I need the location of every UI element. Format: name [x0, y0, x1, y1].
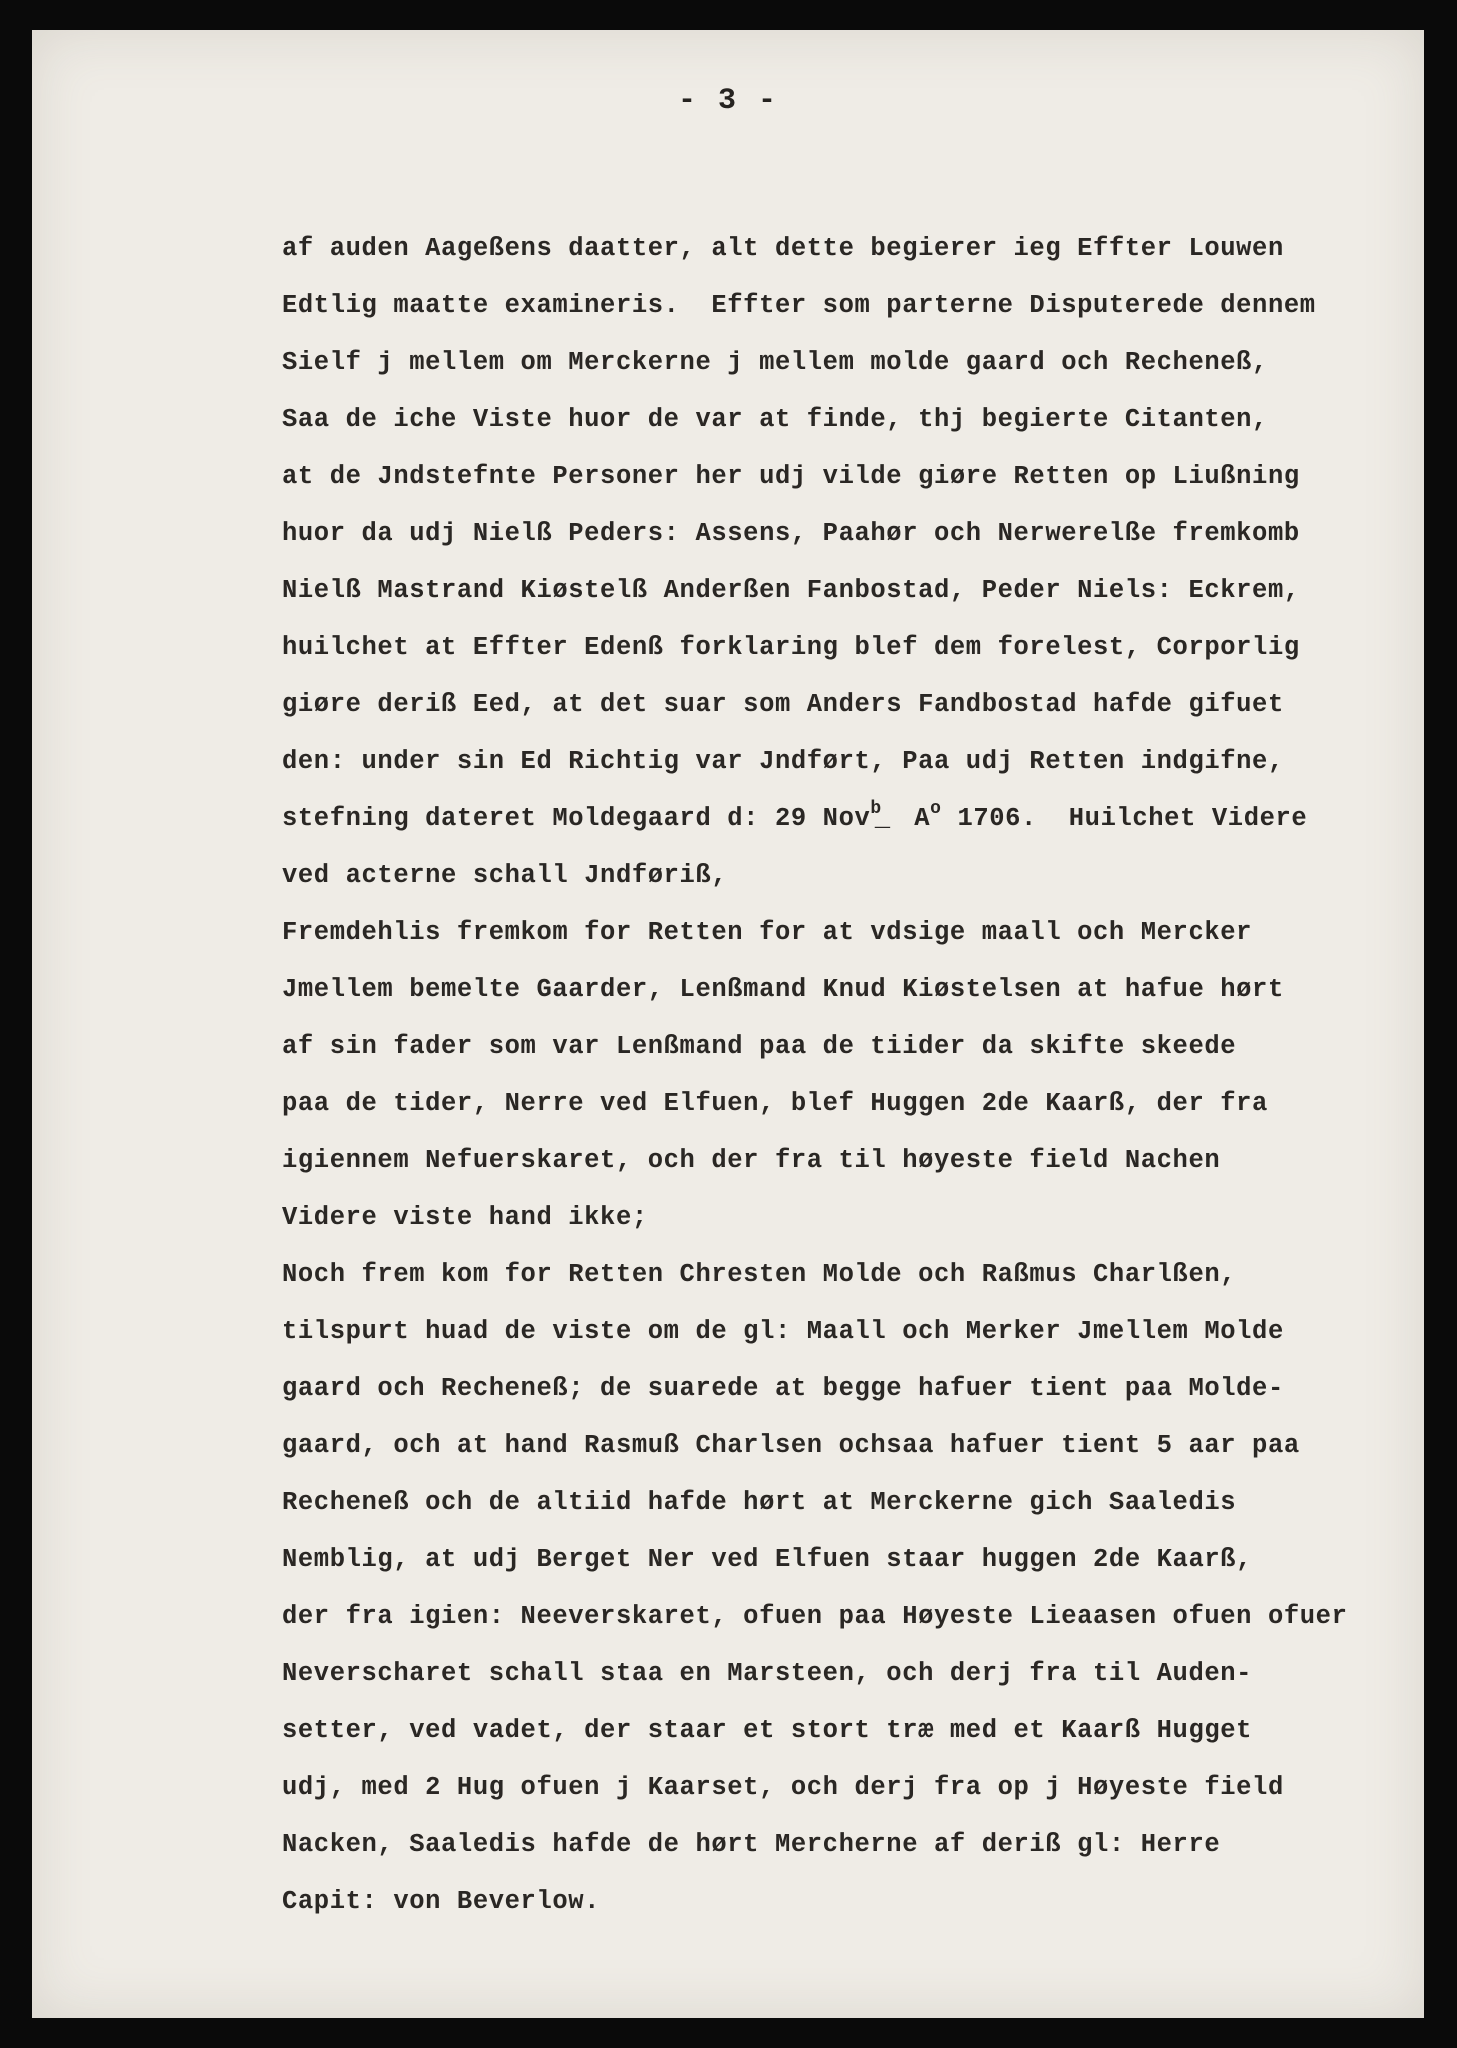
text-line: Recheneß och de altiid hafde hørt at Merckerne gich Saaledis	[282, 1488, 1237, 1517]
text-line: ved acterne schall Jndføriß,	[282, 861, 728, 890]
text-line: igiennem Nefuerskaret, och der fra til høyeste field Nachen	[282, 1146, 1221, 1175]
text-line: gaard och Recheneß; de suarede at begge hafuer tient paa Molde-	[282, 1374, 1284, 1403]
month-superscript: b	[870, 799, 882, 819]
text-line: Noch frem kom for Retten Chresten Molde och Raßmus Charlßen,	[282, 1260, 1237, 1289]
text-line: Jmellem bemelte Gaarder, Lenßmand Knud Kiøstelsen at hafue hørt	[282, 975, 1284, 1004]
document-page	[32, 30, 1424, 2018]
text-line: huor da udj Nielß Peders: Assens, Paahør och Nerwerelße fremkomb	[282, 519, 1300, 548]
text-line: Saa de iche Viste huor de var at finde, thj begierte Citanten,	[282, 405, 1268, 434]
text-line: at de Jndstefnte Personer her udj vilde giøre Retten op Liußning	[282, 462, 1300, 491]
text-line: Sielf j mellem om Merckerne j mellem molde gaard och Recheneß,	[282, 348, 1268, 377]
text-line: den: under sin Ed Richtig var Jndført, Paa udj Retten indgifne,	[282, 747, 1284, 776]
text-line: tilspurt huad de viste om de gl: Maall och Merker Jmellem Molde	[282, 1317, 1284, 1346]
anno-superscript: o	[930, 799, 942, 819]
text-line: Fremdehlis fremkom for Retten for at vdsige maall och Mercker	[282, 918, 1253, 947]
text-line: giøre deriß Eed, at det suar som Anders Fandbostad hafde gifuet	[282, 690, 1284, 719]
text-line: af sin fader som var Lenßmand paa de tiider da skifte skeede	[282, 1032, 1237, 1061]
text-line: Nemblig, at udj Berget Ner ved Elfuen staar huggen 2de Kaarß,	[282, 1545, 1253, 1574]
text-line: gaard, och at hand Rasmuß Charlsen ochsaa hafuer tient 5 aar paa	[282, 1431, 1300, 1460]
text-line: Videre viste hand ikke;	[282, 1203, 648, 1232]
text-line: udj, med 2 Hug ofuen j Kaarset, och derj fra op j Høyeste field	[282, 1773, 1284, 1802]
date-line-start: stefning dateret Moldegaard d: 29 Nov	[282, 804, 871, 833]
date-line-tail: Huilchet Videre	[1068, 804, 1308, 833]
page-number: - 3 -	[677, 84, 778, 118]
anno-label: A	[914, 804, 931, 833]
text-line: Neverscharet schall staa en Marsteen, och derj fra til Auden-	[282, 1659, 1253, 1688]
year: 1706.	[957, 804, 1037, 833]
text-line: Edtlig maatte examineris. Effter som parterne Disputerede dennem	[282, 291, 1316, 320]
text-line: der fra igien: Neeverskaret, ofuen paa Høyeste Lieaasen ofuen ofuer	[282, 1602, 1348, 1631]
text-line: paa de tider, Nerre ved Elfuen, blef Huggen 2de Kaarß, der fra	[282, 1089, 1268, 1118]
text-line: huilchet at Effter Edenß forklaring blef dem forelest, Corporlig	[282, 633, 1300, 662]
document-body	[282, 220, 1392, 1930]
text-line-date: stefning dateret Moldegaard d: 29 Nov$^b$̲ $A^o$ 1706. Huilchet Videre	[282, 799, 1308, 833]
text-line: setter, ved vadet, der staar et stort træ med et Kaarß Hugget	[282, 1716, 1253, 1745]
text-line: Nacken, Saaledis hafde de hørt Mercherne af deriß gl: Herre	[282, 1830, 1221, 1859]
text-line: af auden Aageßens daatter, alt dette begierer ieg Effter Louwen	[282, 234, 1284, 263]
text-line: Nielß Mastrand Kiøstelß Anderßen Fanbostad, Peder Niels: Eckrem,	[282, 576, 1300, 605]
text-line: Capit: von Beverlow.	[282, 1887, 601, 1916]
